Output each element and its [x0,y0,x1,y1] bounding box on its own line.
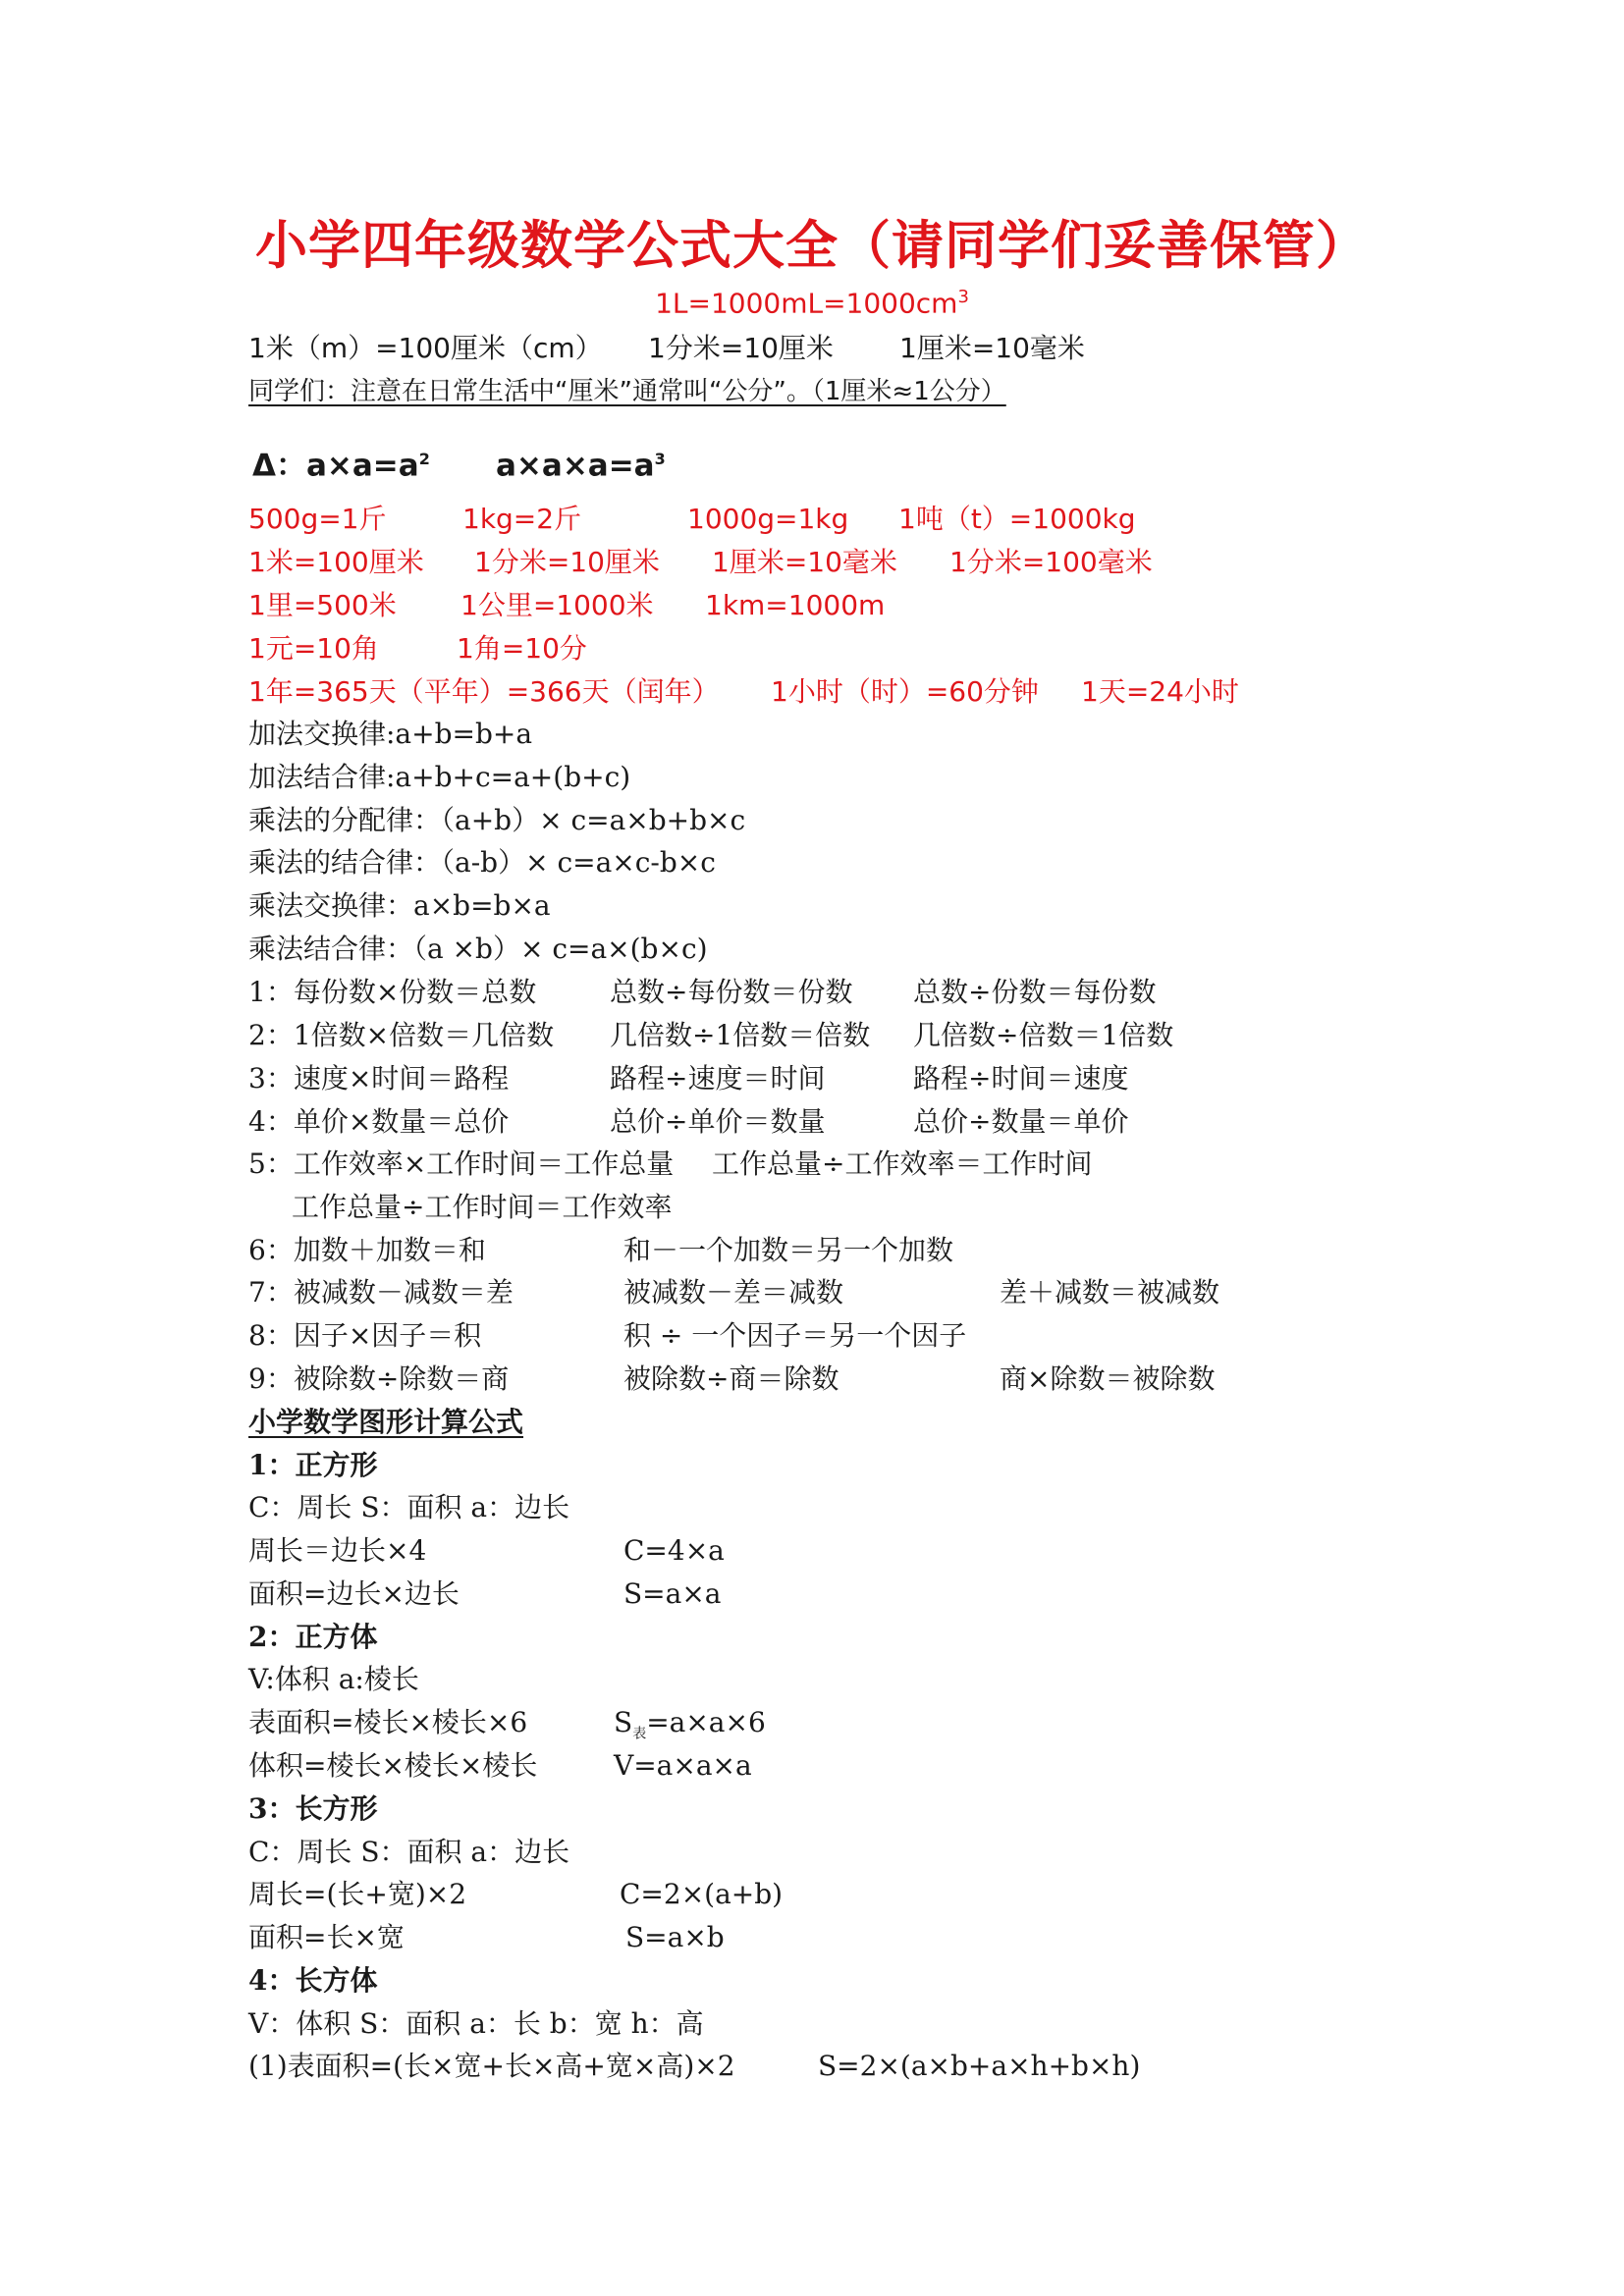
unit-item: 1元=10角 [248,632,379,665]
power-cube [496,435,666,490]
formula-words: 体积=棱长×棱长×棱长 [248,1749,538,1782]
geometry-heading: 小学数学图形计算公式 [248,1406,524,1438]
power-square [252,435,430,490]
relation-item: 商×除数＝被除数 [1000,1362,1216,1395]
relation-item: 总价÷单价＝数量 [610,1105,826,1138]
relation-item: 2：1倍数×倍数＝几倍数 [248,1019,555,1051]
volume-subtitle [0,287,1624,319]
unit-item: 1天=24小时 [1081,675,1239,708]
subtitle-exponent: 3 [957,287,969,307]
relation-item: 差＋减数＝被减数 [1000,1276,1220,1308]
formula-symbols: C=4×a [623,1534,725,1567]
surface-expression: =a×a×6 [646,1706,766,1738]
unit-item: 1000g=1kg [687,503,849,535]
section-heading-cube: 2：正方体 [248,1621,378,1653]
note-text: 同学们：注意在日常生活中“厘米”通常叫“公分”。（1厘米≈1公分） [248,377,1006,406]
square-legend: C：周长 S：面积 a：边长 [248,1491,570,1523]
subtitle-text: 1L=1000mL=1000cm [655,287,958,320]
unit-item: 1年=365天（平年）=366天（闰年） [248,675,720,708]
relation-item: 1：每份数×份数＝总数 [248,976,537,1008]
relation-item: 几倍数÷倍数＝1倍数 [913,1019,1174,1051]
relation-item: 6：加数＋加数＝和 [248,1234,486,1266]
unit-item: 1小时（时）=60分钟 [771,675,1039,708]
relation-item: 路程÷时间＝速度 [913,1062,1129,1095]
formula-words: 周长=(长+宽)×2 [248,1878,467,1910]
cuboid-legend: V：体积 S：面积 a：长 b：宽 h：高 [248,2007,704,2040]
power-exponent: 3 [654,450,666,468]
unit-item: 1角=10分 [457,632,587,665]
formula-words: 表面积=棱长×棱长×6 [248,1706,528,1738]
length-item: 1分米=10厘米 [648,332,834,364]
length-item: 1厘米=10毫米 [899,332,1085,364]
relation-item: 工作总量÷工作效率＝工作时间 [712,1148,1093,1180]
unit-item: 1吨（t）=1000kg [898,503,1136,535]
formula-words: 周长＝边长×4 [248,1534,427,1567]
formula-symbols: V=a×a×a [614,1749,752,1782]
formula-words: 面积=边长×边长 [248,1577,460,1610]
relation-item: 被减数－差＝减数 [623,1276,844,1308]
formula-symbols: S=a×a [623,1577,722,1610]
relation-item: 总数÷每份数＝份数 [610,976,853,1008]
relation-item: 被除数÷商＝除数 [623,1362,839,1395]
law-line: 乘法结合律：（a ×b）× c=a×(b×c) [248,933,708,965]
page-title: 小学四年级数学公式大全（请同学们妥善保管） [255,215,1369,276]
unit-item: 1米=100厘米 [248,546,424,578]
relation-item: 总价÷数量＝单价 [913,1105,1129,1138]
surface-symbol: S [614,1706,633,1738]
power-base: Δ：a×a=a [252,448,419,484]
section-heading-cuboid: 4：长方体 [248,1964,378,1997]
surface-subscript: 表 [632,1726,647,1742]
unit-item: 1km=1000m [705,589,886,621]
relation-item: 工作总量÷工作时间＝工作效率 [292,1191,673,1223]
relation-item: 积 ÷ 一个因子＝另一个因子 [623,1319,967,1352]
law-line: 乘法的结合律：（a-b）× c=a×c-b×c [248,846,716,879]
section-heading-square: 1：正方形 [248,1449,378,1481]
rectangle-legend: C：周长 S：面积 a：边长 [248,1836,570,1868]
law-line: 乘法交换律：a×b=b×a [248,889,551,922]
cube-legend: V:体积 a:棱长 [248,1663,419,1695]
formula-words: (1)表面积=(长×宽+长×高+宽×高)×2 [248,2050,735,2082]
power-exponent: 2 [418,450,430,468]
relation-item: 3：速度×时间＝路程 [248,1062,510,1095]
relation-item: 路程÷速度＝时间 [610,1062,826,1095]
formula-symbols: C=2×(a+b) [620,1878,784,1910]
unit-item: 1厘米=10毫米 [712,546,897,578]
power-base: a×a×a=a [496,448,655,484]
unit-item: 1分米=10厘米 [474,546,660,578]
unit-item: 500g=1斤 [248,503,387,535]
relation-item: 和－一个加数＝另一个加数 [623,1234,954,1266]
section-heading-rectangle: 3：长方形 [248,1792,378,1825]
unit-item: 1kg=2斤 [462,503,582,535]
formula-words: 面积=长×宽 [248,1921,405,1953]
unit-item: 1里=500米 [248,589,397,621]
law-line: 加法结合律:a+b+c=a+(b+c) [248,761,631,793]
relation-item: 7：被减数－减数＝差 [248,1276,514,1308]
relation-item: 8：因子×因子＝积 [248,1319,482,1352]
law-line: 乘法的分配律：（a+b）× c=a×b+b×c [248,804,746,836]
formula-symbols: S=a×b [625,1921,725,1953]
unit-item: 1公里=1000米 [460,589,654,621]
relation-item: 几倍数÷1倍数＝倍数 [610,1019,871,1051]
relation-item: 5：工作效率×工作时间＝工作总量 [248,1148,675,1180]
law-line: 加法交换律:a+b=b+a [248,718,533,750]
relation-item: 9：被除数÷除数＝商 [248,1362,510,1395]
relation-item: 4：单价×数量＝总价 [248,1105,510,1138]
formula-symbols: S=2×(a×b+a×h+b×h) [818,2050,1141,2082]
relation-item: 总数÷份数＝每份数 [913,976,1157,1008]
unit-item: 1分米=100毫米 [949,546,1153,578]
length-item: 1米（m）=100厘米（cm） [248,332,603,364]
